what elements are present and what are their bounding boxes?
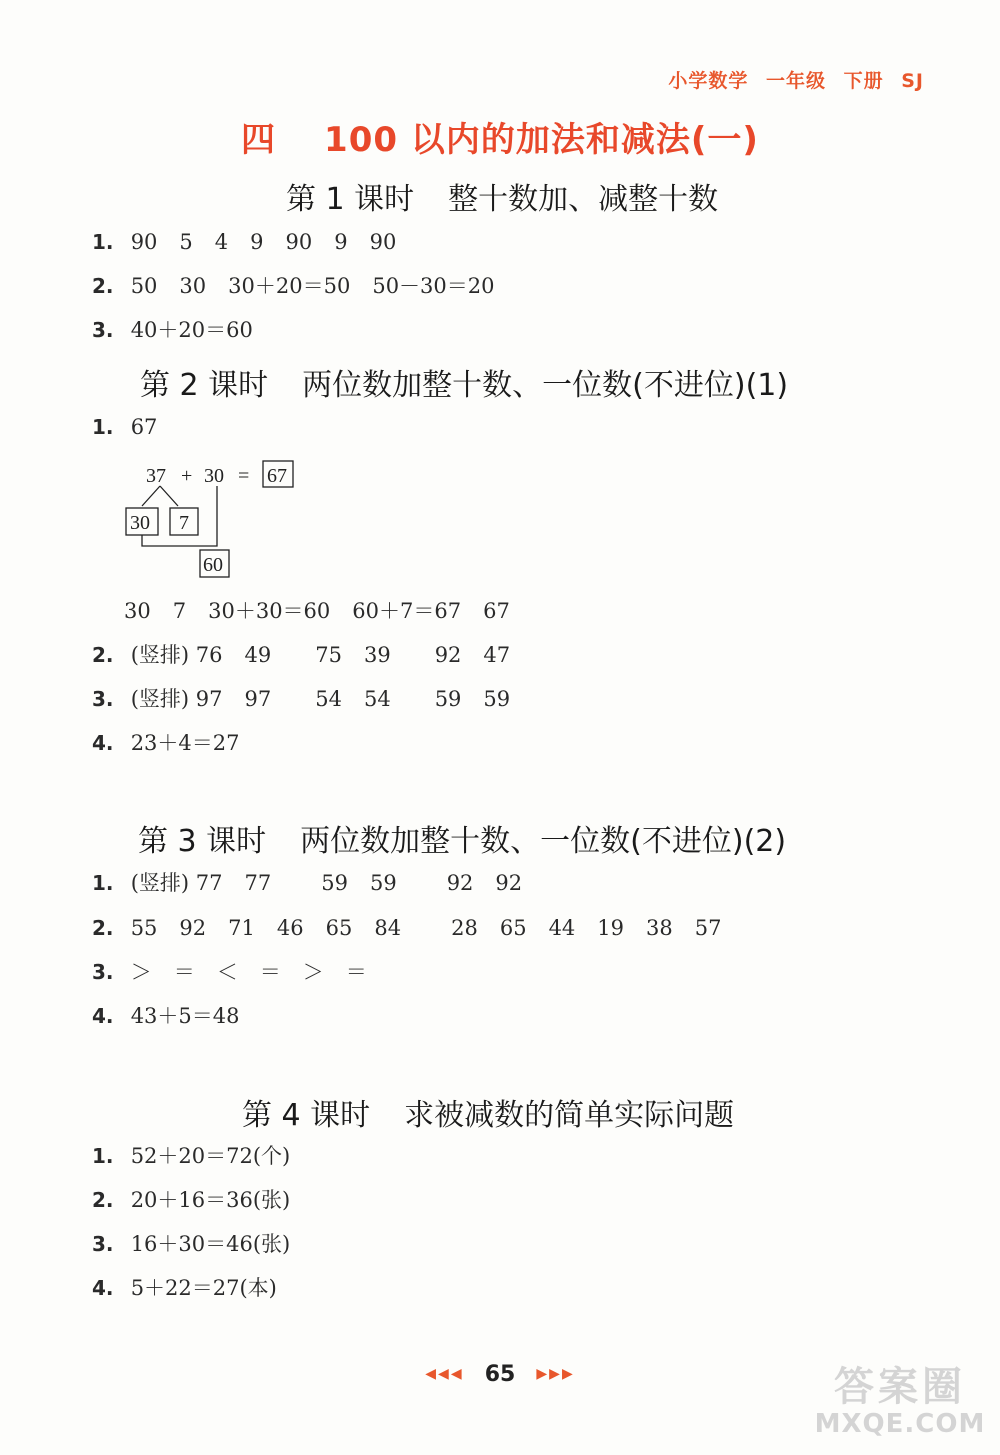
lesson2-item-1 xyxy=(92,413,179,441)
answer: 49 xyxy=(244,643,272,667)
answer: ＝ xyxy=(345,960,367,984)
header-edition: SJ xyxy=(901,70,924,92)
item-number: 3. xyxy=(92,960,114,984)
diagram-result: 67 xyxy=(267,465,287,487)
answer: 54 xyxy=(315,687,342,711)
answer: 90 xyxy=(285,230,313,254)
left-arrows-icon: ◀◀◀ xyxy=(425,1366,464,1382)
answer: 30 xyxy=(124,599,151,623)
answer: 9 xyxy=(250,230,264,254)
lesson3-item-2 xyxy=(92,914,744,942)
answer: 90 xyxy=(369,230,397,254)
answer: 52＋20＝72(个) xyxy=(130,1144,291,1168)
lesson1-item-2 xyxy=(92,272,517,300)
answer: 30＋20＝50 xyxy=(228,274,351,298)
answer: 38 xyxy=(646,916,673,940)
lesson3-item-1 xyxy=(92,869,544,897)
answer: 50 xyxy=(130,274,158,298)
item-number: 3. xyxy=(92,687,114,711)
item-number: 4. xyxy=(92,731,114,755)
answer: 67 xyxy=(130,415,158,439)
diagram-ones: 7 xyxy=(179,512,189,534)
answer: 71 xyxy=(228,916,255,940)
diagram-branch-left xyxy=(142,486,160,506)
watermark xyxy=(810,1365,990,1445)
answer: 20＋16＝36(张) xyxy=(130,1188,291,1212)
lesson2-item-1-line2 xyxy=(124,597,532,625)
answer: 39 xyxy=(363,643,391,667)
page-number: 65 xyxy=(484,1362,516,1387)
answer: 60＋7＝67 xyxy=(352,599,462,623)
lesson3-heading xyxy=(138,816,786,860)
answer: 77 xyxy=(244,871,272,895)
right-arrows-icon: ▶▶▶ xyxy=(536,1366,575,1382)
lesson4-item-1 xyxy=(92,1142,312,1170)
header-grade: 一年级 xyxy=(765,70,826,92)
lesson4-item-3 xyxy=(92,1230,312,1258)
answer: 55 xyxy=(130,916,158,940)
answer: 75 xyxy=(315,643,342,667)
answer: 9 xyxy=(334,230,348,254)
item-number: 1. xyxy=(92,230,114,254)
answer: 5＋22＝27(本) xyxy=(130,1276,277,1300)
item-number: 2. xyxy=(92,274,114,298)
answer: (竖排) 76 xyxy=(130,643,223,667)
lesson4-subtitle: 求被减数的简单实际问题 xyxy=(404,1098,735,1133)
book-header xyxy=(668,66,924,93)
lesson3-title: 第 3 课时 xyxy=(138,824,267,859)
answer: 40＋20＝60 xyxy=(130,318,253,342)
item-number: 3. xyxy=(92,1232,114,1256)
answer: 19 xyxy=(597,916,625,940)
watermark-cn: 答案圈 xyxy=(834,1364,966,1410)
answer: 67 xyxy=(483,599,510,623)
answer: 90 xyxy=(130,230,158,254)
answer: 44 xyxy=(548,916,576,940)
watermark-en: MXQE.COM xyxy=(814,1409,986,1439)
answer: 16＋30＝46(张) xyxy=(130,1232,291,1256)
lesson1-item-3 xyxy=(92,316,275,344)
lesson1-title: 第 1 课时 xyxy=(286,182,415,217)
answer: 84 xyxy=(374,916,402,940)
lesson2-item-4 xyxy=(92,729,262,757)
answer: ＞ xyxy=(302,960,324,984)
answer: (竖排) 77 xyxy=(130,871,223,895)
item-number: 1. xyxy=(92,415,114,439)
answer: ＞ xyxy=(130,960,152,984)
diagram-partial-sum: 60 xyxy=(203,554,223,576)
item-number: 2. xyxy=(92,916,114,940)
lesson2-subtitle: 两位数加整十数、一位数(不进位)(1) xyxy=(302,368,789,403)
unit-number: 四 xyxy=(241,120,277,160)
header-volume: 下册 xyxy=(843,70,884,92)
answer: 30 xyxy=(179,274,207,298)
answer: 4 xyxy=(214,230,229,254)
answer: 97 xyxy=(244,687,272,711)
answer: 92 xyxy=(434,643,462,667)
answer: 43＋5＝48 xyxy=(130,1004,240,1028)
answer: 23＋4＝27 xyxy=(130,731,240,755)
answer: 46 xyxy=(276,916,304,940)
answer: 92 xyxy=(446,871,474,895)
unit-title xyxy=(0,112,1000,161)
lesson2-item-3 xyxy=(92,685,532,713)
answer: 57 xyxy=(694,916,722,940)
lesson1-heading xyxy=(286,174,718,218)
diagram-equals: = xyxy=(238,465,250,487)
lesson4-title: 第 4 课时 xyxy=(242,1098,371,1133)
item-number: 2. xyxy=(92,1188,114,1212)
lesson4-item-2 xyxy=(92,1186,312,1214)
lesson1-item-1 xyxy=(92,228,418,256)
item-number: 1. xyxy=(92,871,114,895)
item-number: 2. xyxy=(92,643,114,667)
answer: 47 xyxy=(483,643,511,667)
diagram-expr-left: 37 xyxy=(146,465,166,487)
item-number: 1. xyxy=(92,1144,114,1168)
answer: 59 xyxy=(434,687,462,711)
answer: 59 xyxy=(369,871,397,895)
answer: ＜ xyxy=(216,960,238,984)
unit-name: 100 以内的加法和减法(一) xyxy=(324,120,759,160)
item-number: 4. xyxy=(92,1276,114,1300)
answer: 59 xyxy=(321,871,348,895)
lesson3-subtitle: 两位数加整十数、一位数(不进位)(2) xyxy=(300,824,787,859)
decomposition-diagram xyxy=(120,456,320,586)
lesson4-heading xyxy=(242,1090,734,1134)
answer: 7 xyxy=(172,599,187,623)
answer: ＝ xyxy=(173,960,195,984)
item-number: 4. xyxy=(92,1004,114,1028)
header-subject: 小学数学 xyxy=(668,70,749,92)
answer: 92 xyxy=(179,916,207,940)
answer: 65 xyxy=(499,916,527,940)
answer: 65 xyxy=(325,916,353,940)
lesson2-title: 第 2 课时 xyxy=(140,368,269,403)
answer: 59 xyxy=(483,687,511,711)
diagram-expr-right: 30 xyxy=(204,465,224,487)
lesson3-item-4 xyxy=(92,1002,262,1030)
lesson2-heading xyxy=(140,360,788,404)
lesson2-item-2 xyxy=(92,641,532,669)
answer: ＝ xyxy=(259,960,281,984)
item-number: 3. xyxy=(92,318,114,342)
answer: 50－30＝20 xyxy=(372,274,495,298)
diagram-tens: 30 xyxy=(130,512,150,534)
answer: (竖排) 97 xyxy=(130,687,223,711)
answer: 54 xyxy=(363,687,391,711)
lesson4-item-4 xyxy=(92,1274,299,1302)
diagram-branch-right xyxy=(160,486,178,506)
answer: 28 xyxy=(451,916,478,940)
diagram-plus: + xyxy=(181,465,193,487)
answer: 30＋30＝60 xyxy=(208,599,331,623)
answer: 92 xyxy=(495,871,523,895)
lesson1-subtitle: 整十数加、减整十数 xyxy=(448,182,719,217)
lesson3-item-3 xyxy=(92,958,389,986)
answer: 5 xyxy=(179,230,193,254)
